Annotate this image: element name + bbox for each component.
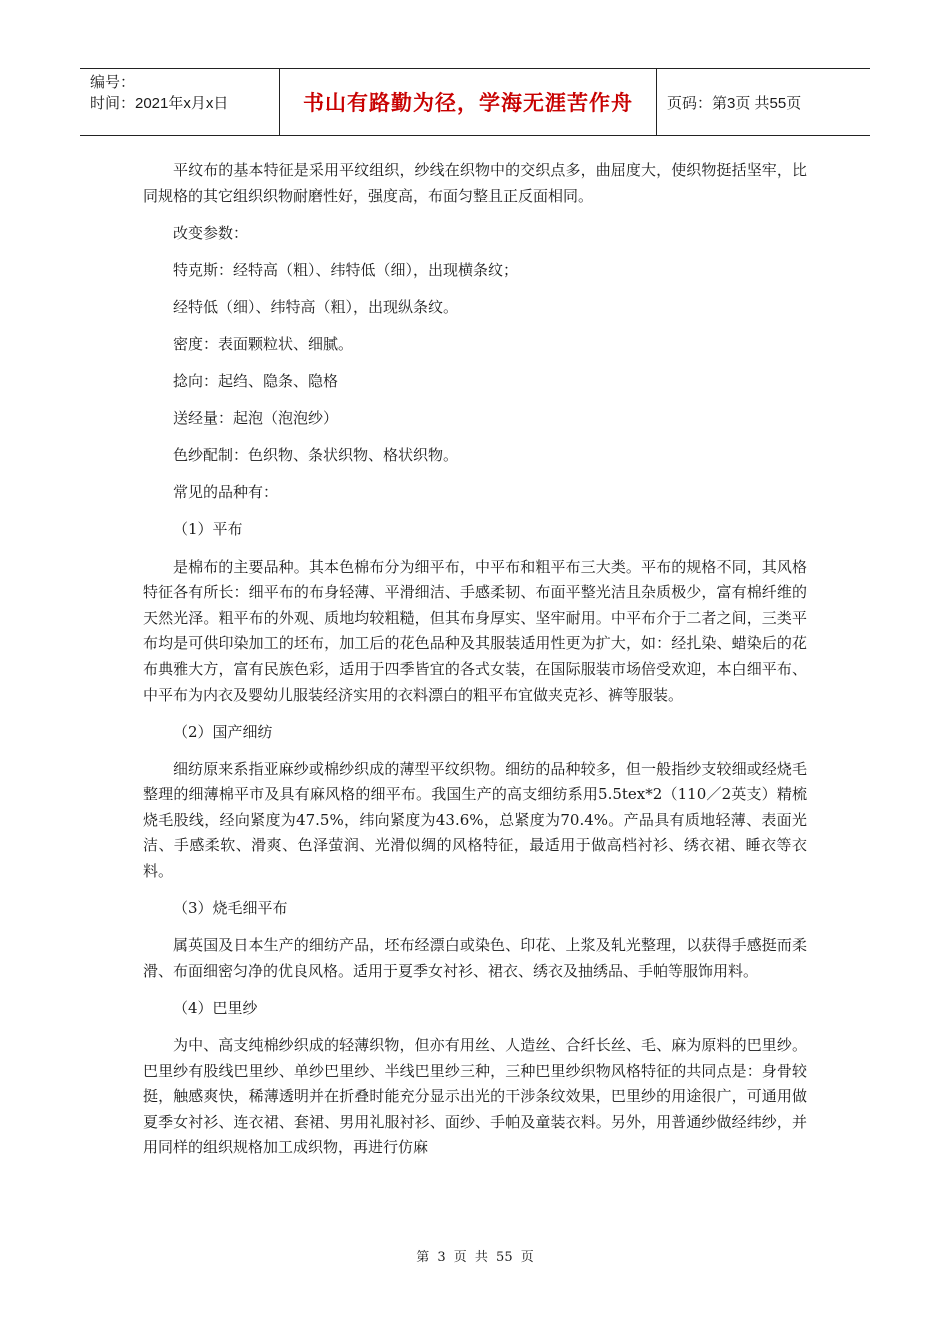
heading-plain-cloth: （1）平布 xyxy=(173,520,243,539)
heading-singed-fine-cloth: （3）烧毛细平布 xyxy=(173,899,288,918)
paragraph-tex: 特克斯：经特高（粗）、纬特低（细），出现横条纹； xyxy=(173,260,519,279)
paragraph-voile: 为中、高支纯棉纱织成的轻薄织物，但亦有用丝、人造丝、合纤长丝、毛、麻为原料的巴里纱。巴里纱有股线巴里纱、单纱巴里纱、半线巴里纱三种，三种巴里纱织物风格特征的共同点是：身骨较挺，触感爽快，稀薄透明并在折叠时能充分显示出光的干涉条纹效果，巴里纱的用途很广，可通用做夏季女衬衫、连衣裙、套裙、男用礼服衬衫、面纱、手帕及童装衣料。另外，用普通纱做经纬纱，并用同样的组织规格加工成织物，再进行仿麻 xyxy=(143,1036,807,1157)
header-motto: 书山有路勤为径，学海无涯苦作舟 xyxy=(280,69,657,135)
heading-domestic-fine-spun: （2）国产细纺 xyxy=(173,722,273,741)
paragraph-plain-weave-features: 平纹布的基本特征是采用平纹组织，纱线在织物中的交织点多，曲屈度大，使织物挺括坚牢，比同规格的其它组织织物耐磨性好，强度高，布面匀整且正反面相同。 xyxy=(143,161,807,205)
paragraph-density: 密度：表面颗粒状、细腻。 xyxy=(173,334,354,353)
paragraph-domestic-fine-spun: 细纺原来系指亚麻纱或棉纱织成的薄型平纹织物。细纺的品种较多，但一般指纱支较细或经烧毛整理的细薄棉平市及具有麻风格的细平布。我国生产的高支细纺系用5.5tex*2（110／2英支）精梳烧毛股线，经向紧度为47.5%，纬向紧度为43.6%，总紧度为70.4%。产品具有质地轻薄、表面光洁、手感柔软、滑爽、色泽萤润、光滑似绸的风格特征，最适用于做高档衬衫、绣衣裙、睡衣等衣料。 xyxy=(143,759,807,881)
paragraph-change-params: 改变参数： xyxy=(173,223,249,242)
paragraph-twist: 捻向：起绉、隐条、隐格 xyxy=(173,372,339,391)
paragraph-tex-vertical: 经特低（细）、纬特高（粗），出现纵条纹。 xyxy=(173,297,459,316)
paragraph-plain-cloth: 是棉布的主要品种。其本色棉布分为细平布，中平布和粗平布三大类。平布的规格不同，其风格特征各有所长：细平布的布身轻薄、平滑细洁、手感柔韧、布面平整光洁且杂质极少，富有棉纤维的天然光泽。粗平布的外观、质地均较粗糙，但其布身厚实、坚牢耐用。中平布介于二者之间，三类平布均是可供印染加工的坯布，加工后的花色品种及其服装适用性更为扩大，如：经扎染、蜡染后的花布典雅大方，富有民族色彩，适用于四季皆宜的各式女装，在国际服装市场倍受欢迎，本白细平布、中平布为内衣及婴幼儿服装经济实用的衣料漂白的粗平布宜做夹克衫、裤等服装。 xyxy=(143,557,807,704)
document-number-label: 编号： xyxy=(90,74,136,91)
paragraph-singed-fine-cloth: 属英国及日本生产的细纺产品，坯布经漂白或染色、印花、上浆及轧光整理，以获得手感挺而柔滑、布面细密匀净的优良风格。适用于夏季女衬衫、裙衣、绣衣及抽绣品、手帕等服饰用料。 xyxy=(143,936,807,980)
paragraph-let-off: 送经量：起泡（泡泡纱） xyxy=(173,409,339,428)
header-meta xyxy=(80,69,280,135)
paragraph-common-varieties: 常见的品种有： xyxy=(173,483,279,502)
heading-voile: （4）巴里纱 xyxy=(173,998,258,1017)
document-date: 时间：2021年x月x日 xyxy=(90,95,229,112)
page-footer: 第 3 页 共 55 页 xyxy=(416,1250,534,1265)
document-body xyxy=(143,158,807,1161)
paragraph-color-yarn: 色纱配制：色织物、条状织物、格状织物。 xyxy=(173,446,459,465)
header-page-info: 页码：第3页 共55页 xyxy=(667,94,802,112)
page-header xyxy=(80,68,870,136)
